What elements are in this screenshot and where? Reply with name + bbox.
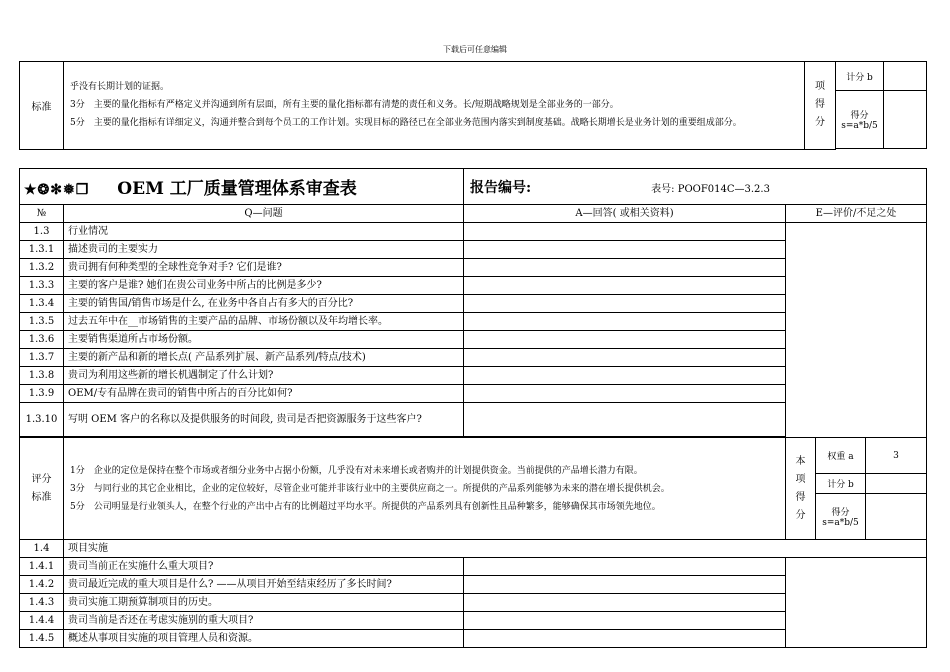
evaluation-cell[interactable] [786, 558, 927, 648]
form-title-text: OEM 工厂质量管理体系审查表 [117, 179, 357, 199]
answer-cell[interactable] [464, 403, 786, 437]
col-answer-header: A—回答( 或相关资料) [464, 205, 786, 223]
criteria-fragment-table [19, 61, 927, 150]
evaluation-label [20, 438, 64, 540]
answer-cell[interactable] [464, 594, 786, 612]
answer-cell[interactable] [464, 223, 786, 241]
row-question: 描述贵司的主要实力 [64, 241, 464, 259]
evaluation-cell[interactable] [786, 223, 927, 438]
report-number [464, 169, 927, 205]
item-score-label [786, 438, 816, 540]
row-question: 写明 OEM 客户的名称以及提供服务的时间段, 贵司是否把资源服务于这些客户? [64, 403, 464, 437]
row-number: 1.3.7 [20, 349, 64, 367]
col-question-header: Q—问题 [64, 205, 464, 223]
section-row [20, 223, 927, 241]
item-score-text: 项得分 [815, 81, 825, 129]
section-row [20, 540, 927, 558]
answer-cell[interactable] [464, 313, 786, 331]
title-symbols-icon: ★❂✻❅❒ [24, 182, 90, 198]
row-question: 贵司当前正在实施什么重大项目? [64, 558, 464, 576]
row-number: 1.4.2 [20, 576, 64, 594]
row-question: 主要的新产品和新的增长点( 产品系列扩展、新产品系列/特点/技术) [64, 349, 464, 367]
row-number: 1.3.1 [20, 241, 64, 259]
table-header-row [20, 169, 927, 205]
row-question: 贵司当前是否还在考虑实施别的重大项目? [64, 612, 464, 630]
answer-cell[interactable] [464, 331, 786, 349]
row-number: 1.3.5 [20, 313, 64, 331]
item-score-text: 本项得分 [795, 455, 806, 521]
col-evaluation-header: E—评价/不足之处 [786, 205, 927, 223]
score-formula-line: 得分 [831, 508, 850, 518]
audit-table [19, 168, 927, 648]
answer-cell[interactable] [464, 259, 786, 277]
form-title [20, 169, 464, 205]
section-title: 项目实施 [64, 540, 927, 558]
weight-label: 权重 a [816, 438, 866, 474]
answer-cell[interactable] [464, 277, 786, 295]
row-number: 1.3.3 [20, 277, 64, 295]
row-number: 1.4.4 [20, 612, 64, 630]
section-number: 1.4 [20, 540, 64, 558]
criteria-text [64, 62, 805, 150]
section-title: 行业情况 [64, 223, 464, 241]
score-b-label: 计分 b [816, 474, 866, 494]
row-number: 1.3.8 [20, 367, 64, 385]
answer-cell[interactable] [464, 385, 786, 403]
criteria-label: 标准 [20, 62, 64, 150]
form-number: 表号: POOF014C—3.2.3 [651, 183, 770, 195]
row-question: 贵司最近完成的重大项目是什么? ——从项目开始至结束经历了多长时间? [64, 576, 464, 594]
criteria-line: 5分 公司明显是行业领头人，在整个行业的产出中占有的比例超过平均水平。所提供的产品系列具有创新性且品种繁多，能够确保其市场领先地位。 [70, 501, 661, 512]
evaluation-label-text: 评分标准 [31, 473, 52, 503]
score-value[interactable] [866, 494, 927, 540]
header-note: 下载后可任意编辑 [443, 45, 507, 54]
item-score-label [805, 62, 836, 150]
score-formula [836, 91, 884, 149]
row-question: 贵司为利用这些新的增长机遇制定了什么计划? [64, 367, 464, 385]
criteria-line: 5分 主要的量化指标有详细定义，沟通并整合到每个员工的工作计划。实现目标的路径已在全部业务范围内落实到制度基础。战略长期增长是业务计划的重要组成部分。 [70, 118, 742, 129]
score-formula-line: 得分 [850, 111, 869, 121]
row-question: 主要的销售国/销售市场是什么, 在业务中各自占有多大的百分比? [64, 295, 464, 313]
row-question: OEM/专有品牌在贵司的销售中所占的百分比如何? [64, 385, 464, 403]
row-number: 1.3.10 [20, 403, 64, 437]
section-number: 1.3 [20, 223, 64, 241]
score-b-value[interactable] [884, 62, 927, 91]
score-formula-line: s=a*b/5 [822, 518, 859, 528]
report-number-label: 报告编号: [470, 179, 532, 196]
evaluation-criteria-row [20, 438, 927, 474]
row-number: 1.4.1 [20, 558, 64, 576]
row-question: 主要销售渠道所占市场份额。 [64, 331, 464, 349]
row-number: 1.3.6 [20, 331, 64, 349]
criteria-line: 3分 与同行业的其它企业相比，企业的定位较好，尽管企业可能并非该行业中的主要供应商之一。所提供的产品系列能够为未来的潜在增长提供机会。 [70, 483, 670, 494]
answer-cell[interactable] [464, 630, 786, 648]
row-question: 贵司实施工期预算制项目的历史。 [64, 594, 464, 612]
answer-cell[interactable] [464, 241, 786, 259]
row-number: 1.4.3 [20, 594, 64, 612]
score-value[interactable] [884, 91, 927, 149]
answer-cell[interactable] [464, 576, 786, 594]
col-no-header: № [20, 205, 64, 223]
evaluation-criteria-text [64, 438, 786, 540]
row-question: 贵司拥有何种类型的全球性竞争对手? 它们是谁? [64, 259, 464, 277]
criteria-line: 乎没有长期计划的证据。 [70, 82, 170, 93]
answer-cell[interactable] [464, 367, 786, 385]
row-question: 概述从事项目实施的项目管理人员和资源。 [64, 630, 464, 648]
table-row [20, 558, 927, 576]
criteria-line: 1分 企业的定位是保持在整个市场或者细分业务中占据小份额，几乎没有对未来增长或者购并的计划提供资金。当前提供的产品增长潜力有限。 [70, 465, 643, 476]
row-question: 过去五年中在__市场销售的主要产品的品牌、市场份额以及年均增长率。 [64, 313, 464, 331]
score-b-value[interactable] [866, 474, 927, 494]
row-number: 1.3.2 [20, 259, 64, 277]
score-formula [816, 494, 866, 540]
row-question: 主要的客户是谁? 她们在贵公司业务中所占的比例是多少? [64, 277, 464, 295]
answer-cell[interactable] [464, 295, 786, 313]
answer-cell[interactable] [464, 612, 786, 630]
score-formula-line: s=a*b/5 [841, 121, 878, 131]
row-number: 1.3.4 [20, 295, 64, 313]
score-b-label: 计分 b [836, 62, 884, 91]
row-number: 1.4.5 [20, 630, 64, 648]
row-number: 1.3.9 [20, 385, 64, 403]
weight-value: 3 [866, 438, 927, 474]
answer-cell[interactable] [464, 349, 786, 367]
answer-cell[interactable] [464, 558, 786, 576]
column-header-row [20, 205, 927, 223]
criteria-line: 3分 主要的量化指标有严格定义并沟通到所有层面，所有主要的量化指标都有清楚的责任和义务。长/短期战略规划是全部业务的一部分。 [70, 100, 619, 111]
